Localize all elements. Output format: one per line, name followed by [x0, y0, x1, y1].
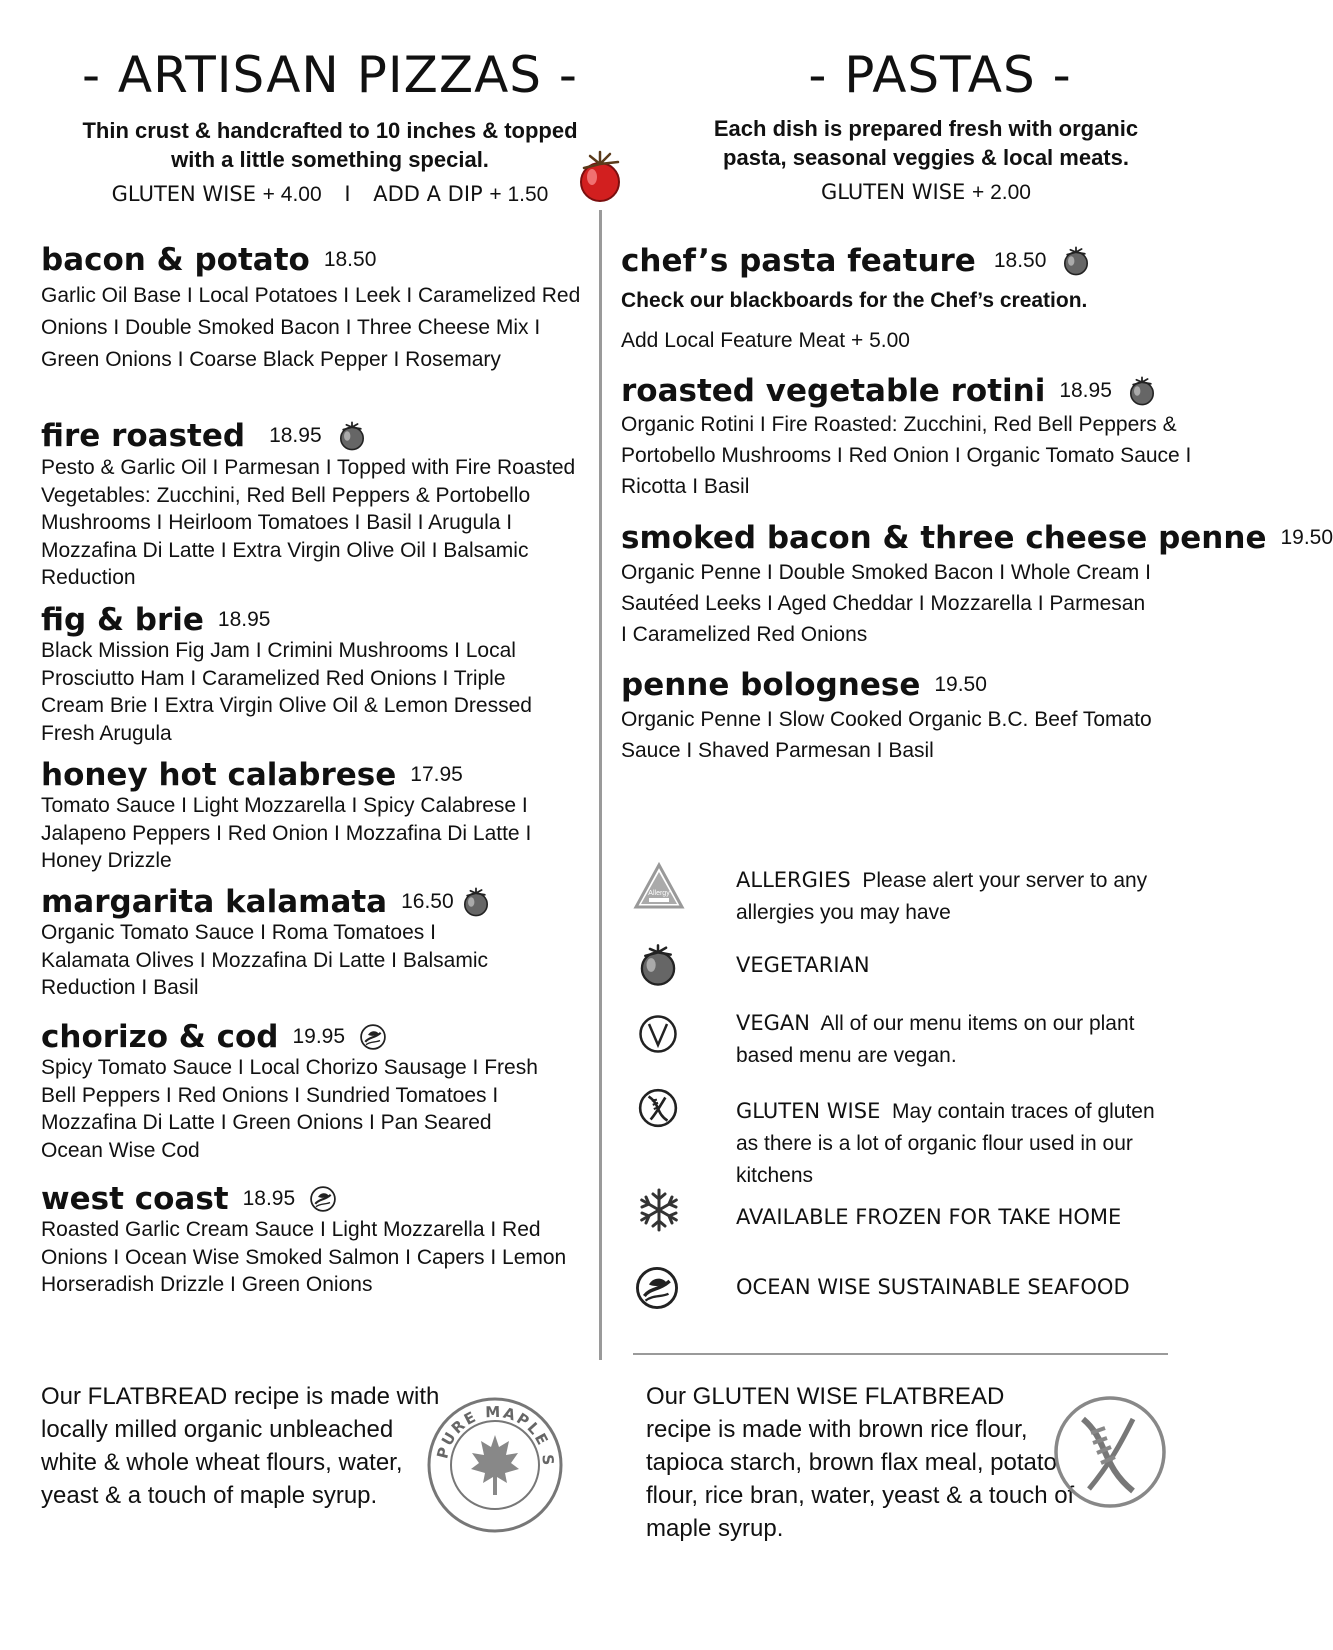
item-heading — [41, 242, 596, 278]
item-heading — [621, 667, 1201, 703]
item-name: chorizo & cod — [41, 1019, 279, 1055]
tomato-logo-icon — [572, 150, 630, 211]
legend-text: May contain traces of gluten as there is a lot of organic flour used in our kitchens — [736, 1100, 1155, 1187]
legend-text: Please alert your server to any allergies you may have — [736, 869, 1148, 924]
legend-entry — [736, 864, 1166, 929]
item-heading — [41, 602, 566, 638]
pastas-title: - PASTAS - — [808, 46, 1072, 104]
legend-divider — [633, 1353, 1168, 1355]
vegetarian-icon — [336, 420, 368, 452]
item-description: Organic Rotini I Fire Roasted: Zucchini, Red Bell Peppers & Portobello Mushrooms I Red Onion I Organic Tomato Sauce I Ricotta I Basil — [621, 413, 1192, 498]
item-heading — [41, 1019, 546, 1055]
legend-entry — [736, 1007, 1176, 1072]
gluten-flatbread-note: Our GLUTEN WISE FLATBREAD recipe is made with brown rice flour, tapioca starch, brown flax meal, potato flour, rice bran, water, yeast & a touch of maple syrup. — [646, 1383, 1075, 1542]
pizzas-subtitle-line2: with a little something special. — [171, 147, 489, 172]
vegetarian-icon — [1060, 245, 1092, 277]
item-price: 18.95 — [1059, 379, 1112, 402]
legend-entry — [736, 1205, 1121, 1229]
legend-title: OCEAN WISE SUSTAINABLE SEAFOOD — [736, 1275, 1130, 1299]
item-heading — [41, 884, 501, 920]
ocean-wise-icon — [309, 1185, 337, 1213]
item-price: 19.50 — [1280, 526, 1333, 549]
item-name: smoked bacon & three cheese penne — [621, 520, 1267, 556]
gluten-wise-badge-icon — [1053, 1395, 1167, 1514]
item-heading — [621, 373, 1201, 409]
maple-badge-text: PURE MAPLE S — [433, 1402, 558, 1468]
item-name: west coast — [41, 1181, 229, 1217]
item-description: Roasted Garlic Cream Sauce I Light Mozzarella I Red Onions I Ocean Wise Smoked Salmon I Capers I Lemon Horseradish Drizzle I Green Onions — [41, 1218, 567, 1296]
legend-title: VEGAN — [736, 1011, 810, 1035]
vegetarian-icon — [1126, 375, 1158, 407]
item-price: 19.50 — [934, 673, 987, 696]
legend-title: ALLERGIES — [736, 868, 851, 892]
ocean-wise-icon — [359, 1023, 387, 1051]
pastas-gluten-wise-price: + 2.00 — [972, 181, 1031, 204]
add-dip-label: ADD A DIP — [373, 182, 483, 206]
pastas-gluten-wise-label: GLUTEN WISE — [820, 180, 966, 204]
vegetarian-icon — [460, 886, 492, 918]
item-description: Spicy Tomato Sauce I Local Chorizo Sausage I Fresh Bell Peppers I Red Onions I Sundried Tomatoes I Mozzafina Di Latte I Green Onions I Pan Seared Ocean Wise Cod — [41, 1056, 538, 1162]
vegan-icon — [638, 1014, 678, 1059]
ocean-wise-icon — [634, 1265, 680, 1316]
pasta-item — [621, 243, 1221, 353]
item-name: fire roasted — [41, 418, 246, 454]
item-description: Organic Penne I Slow Cooked Organic B.C. Beef Tomato Sauce I Shaved Parmesan I Basil — [621, 708, 1152, 762]
pizza-item — [41, 884, 501, 1002]
item-price: 18.95 — [217, 608, 271, 631]
maple-syrup-badge — [425, 1395, 565, 1540]
item-price: 18.50 — [323, 248, 377, 271]
item-price: 18.95 — [242, 1187, 296, 1210]
item-name: penne bolognese — [621, 667, 921, 703]
item-description: Black Mission Fig Jam I Crimini Mushrooms I Local Prosciutto Ham I Caramelized Red Onions I Triple Cream Brie I Extra Virgin Olive Oil & Lemon Dressed Fresh Arugula — [41, 639, 532, 745]
gluten-wise-icon — [637, 1087, 679, 1134]
item-name: honey hot calabrese — [41, 757, 397, 793]
item-heading — [41, 1181, 586, 1217]
snowflake-icon — [636, 1187, 682, 1238]
gluten-wise-price: + 4.00 — [262, 183, 322, 206]
legend-text: All of our menu items on our plant based menu are vegan. — [736, 1012, 1135, 1067]
pizza-item — [41, 418, 586, 592]
pizzas-title: - ARTISAN PIZZAS - — [82, 46, 578, 104]
vegetarian-icon — [634, 942, 682, 993]
legend-entry — [736, 1275, 1130, 1299]
item-name: bacon & potato — [41, 242, 310, 278]
pasta-item — [621, 667, 1201, 766]
item-heading — [41, 757, 586, 793]
pasta-item — [621, 520, 1333, 650]
flatbread-note: Our FLATBREAD recipe is made with locally milled organic unbleached white & whole wheat flours, water, yeast & a touch of maple syrup. — [41, 1383, 440, 1509]
item-name: margarita kalamata — [41, 884, 388, 920]
pastas-subtitle — [626, 114, 1226, 172]
item-price: 18.50 — [993, 249, 1047, 272]
addons-separator: I — [344, 182, 351, 206]
item-description: Organic Penne I Double Smoked Bacon I Whole Cream I Sautéed Leeks I Aged Cheddar I Mozzarella I Parmesan I Caramelized Red Onions — [621, 561, 1151, 646]
pizza-item — [41, 242, 596, 376]
item-heading — [621, 243, 1221, 279]
pizza-item — [41, 1019, 546, 1164]
item-price: 16.50 — [401, 890, 454, 913]
item-heading — [621, 520, 1333, 556]
pastas-addons — [626, 180, 1226, 205]
legend-title: AVAILABLE FROZEN FOR TAKE HOME — [736, 1205, 1122, 1229]
pastas-subtitle-line1: Each dish is prepared fresh with organic — [713, 116, 1139, 141]
pizzas-addons — [30, 182, 630, 207]
pasta-item — [621, 373, 1201, 502]
legend-entry — [736, 1095, 1176, 1192]
item-name: chef’s pasta feature — [621, 243, 976, 279]
pizzas-subtitle — [30, 116, 630, 174]
item-note: Check our blackboards for the Chef’s creation. — [621, 289, 1088, 312]
item-description: Organic Tomato Sauce I Roma Tomatoes I Kalamata Olives I Mozzafina Di Latte I Balsamic Reduction I Basil — [41, 921, 489, 999]
item-name: fig & brie — [41, 602, 204, 638]
legend-entry — [736, 953, 870, 977]
pastas-subtitle-line2: pasta, seasonal veggies & local meats. — [723, 145, 1129, 170]
pizzas-subtitle-line1: Thin crust & handcrafted to 10 inches & topped — [82, 118, 578, 143]
item-description: Add Local Feature Meat + 5.00 — [621, 329, 910, 352]
item-name: roasted vegetable rotini — [621, 373, 1046, 409]
gluten-wise-label: GLUTEN WISE — [111, 182, 256, 206]
item-price: 18.95 — [269, 424, 322, 447]
legend-title: VEGETARIAN — [736, 953, 870, 977]
allergy-icon — [633, 862, 685, 915]
add-dip-price: + 1.50 — [489, 183, 549, 206]
pizza-item — [41, 757, 586, 875]
item-description: Pesto & Garlic Oil I Parmesan I Topped with Fire Roasted Vegetables: Zucchini, Red Bell Peppers & Portobello Mushrooms I Heirloom Tomatoes I Basil I Arugula I Mozzafina Di Latte I Extra Virgin Olive Oil I Balsamic Reduction — [41, 456, 576, 589]
item-description: Garlic Oil Base I Local Potatoes I Leek I Caramelized Red Onions I Double Smoked Bacon I Three Cheese Mix I Green Onions I Coarse Black Pepper I Rosemary — [41, 284, 581, 371]
column-divider — [599, 210, 602, 1360]
item-heading — [41, 418, 586, 454]
allergy-icon-text: Allergy — [648, 890, 670, 897]
item-price: 17.95 — [410, 763, 463, 786]
pizza-item — [41, 602, 566, 747]
item-price: 19.95 — [292, 1025, 346, 1048]
pizza-item — [41, 1181, 586, 1299]
legend-title: GLUTEN WISE — [736, 1099, 881, 1123]
item-description: Tomato Sauce I Light Mozzarella I Spicy Calabrese I Jalapeno Peppers I Red Onion I Mozzafina Di Latte I Honey Drizzle — [41, 794, 532, 872]
